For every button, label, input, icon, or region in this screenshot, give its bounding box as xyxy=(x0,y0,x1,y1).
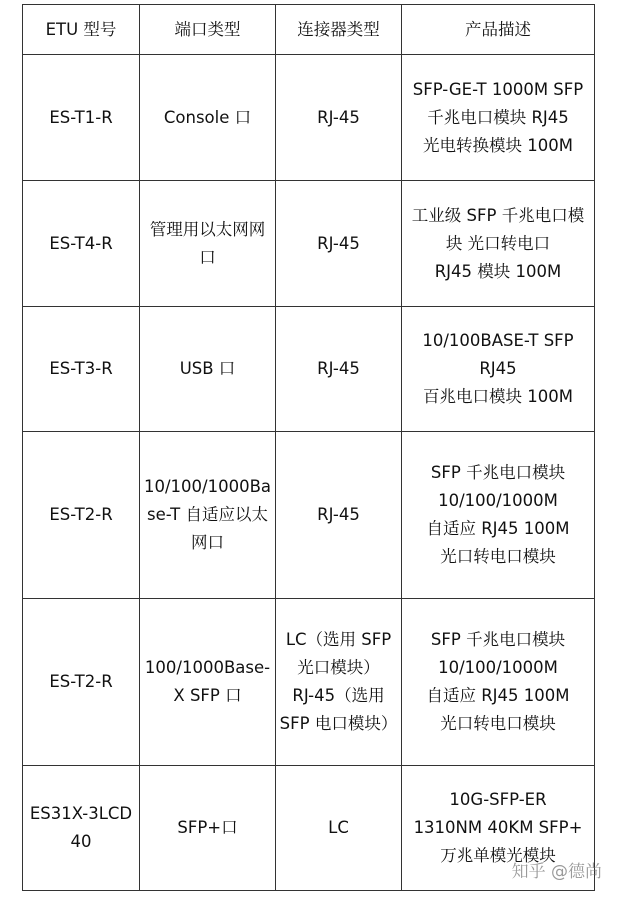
cell-text-line: 10/100/1000M xyxy=(438,658,558,677)
cell-port-type xyxy=(140,181,276,307)
watermark: 知乎 @德尚 xyxy=(511,862,602,882)
cell-model xyxy=(23,55,140,181)
cell-connector-type xyxy=(276,432,402,599)
cell-text-line: RJ45 模块 100M xyxy=(434,261,562,281)
cell-model xyxy=(23,599,140,766)
cell-text-line: SFP+口 xyxy=(177,818,238,837)
cell-text-line: RJ-45 xyxy=(317,359,360,378)
cell-model xyxy=(23,307,140,432)
cell-text-line: SFP 千兆电口模块 xyxy=(430,463,566,482)
cell-text-line: RJ45 xyxy=(479,359,517,378)
cell-connector-type xyxy=(276,181,402,307)
cell-text-line: 光电转换模块 100M xyxy=(423,135,573,155)
cell-text-line: 光口模块） xyxy=(297,658,380,677)
cell-description xyxy=(402,307,595,432)
cell-text-line: 光口转电口模块 xyxy=(440,547,556,566)
cell-port-type xyxy=(140,307,276,432)
cell-model xyxy=(23,181,140,307)
cell-connector-type xyxy=(276,599,402,766)
cell-port-type xyxy=(140,766,276,891)
cell-text-line: RJ-45（选用 xyxy=(292,686,385,705)
cell-model xyxy=(23,432,140,599)
cell-text-line: ES-T1-R xyxy=(49,107,113,127)
table-row xyxy=(23,55,595,181)
cell-text-line: 100/1000Base- xyxy=(144,658,271,677)
cell-text-line: Console 口 xyxy=(163,107,252,127)
cell-text-line: ES-T3-R xyxy=(49,359,113,378)
cell-text-line: 管理用以太网网 xyxy=(149,219,266,239)
table-row xyxy=(23,599,595,766)
table-row xyxy=(23,766,595,891)
table-row xyxy=(23,432,595,599)
cell-text-line: se-T 自适应以太 xyxy=(146,505,268,524)
header-connector-type: 连接器类型 xyxy=(276,5,402,55)
cell-text-line: ES-T2-R xyxy=(49,505,113,524)
header-description: 产品描述 xyxy=(402,5,595,55)
cell-text-line: 10/100BASE-T SFP xyxy=(422,331,574,350)
cell-text-line: 10G-SFP-ER xyxy=(449,790,547,809)
cell-text-line: 自适应 RJ45 100M xyxy=(426,519,570,538)
cell-description xyxy=(402,599,595,766)
cell-connector-type xyxy=(276,766,402,891)
header-port-type: 端口类型 xyxy=(140,5,276,55)
cell-text-line: 光口转电口模块 xyxy=(440,714,556,733)
cell-text-line: ES31X-3LCD xyxy=(29,804,133,823)
cell-text-line: ES-T4-R xyxy=(49,233,113,253)
cell-text-line: LC xyxy=(328,818,349,837)
cell-text-line: 口 xyxy=(199,247,216,267)
cell-text-line: RJ-45 xyxy=(317,233,360,253)
cell-text-line: 网口 xyxy=(191,533,224,552)
cell-text-line: 千兆电口模块 RJ45 xyxy=(427,107,569,127)
table-row xyxy=(23,307,595,432)
cell-text-line: 1310NM 40KM SFP+ xyxy=(413,818,583,837)
cell-text-line: SFP 电口模块） xyxy=(279,714,398,733)
cell-description xyxy=(402,432,595,599)
header-row xyxy=(23,5,595,55)
cell-text-line: RJ-45 xyxy=(317,505,360,524)
cell-text-line: SFP 千兆电口模块 xyxy=(430,630,566,649)
cell-text-line: 万兆单模光模块 xyxy=(440,846,556,865)
cell-port-type xyxy=(140,599,276,766)
cell-text-line: 10/100/1000M xyxy=(438,491,558,510)
product-table xyxy=(22,4,595,891)
cell-text-line: SFP-GE-T 1000M SFP xyxy=(412,79,584,99)
cell-port-type xyxy=(140,432,276,599)
cell-model xyxy=(23,766,140,891)
cell-text-line: 百兆电口模块 100M xyxy=(423,387,573,406)
cell-text-line: USB 口 xyxy=(179,359,236,378)
cell-description xyxy=(402,181,595,307)
table-body xyxy=(23,55,595,891)
cell-text-line: X SFP 口 xyxy=(173,686,242,705)
cell-text-line: ES-T2-R xyxy=(49,672,113,691)
cell-port-type xyxy=(140,55,276,181)
table-row xyxy=(23,181,595,307)
cell-text-line: 40 xyxy=(70,832,92,851)
cell-description xyxy=(402,55,595,181)
cell-text-line: 10/100/1000Ba xyxy=(143,477,272,496)
cell-connector-type xyxy=(276,55,402,181)
cell-text-line: 自适应 RJ45 100M xyxy=(426,686,570,705)
cell-text-line: LC（选用 SFP xyxy=(285,630,392,649)
cell-connector-type xyxy=(276,307,402,432)
cell-text-line: 块 光口转电口 xyxy=(445,233,551,253)
cell-text-line: 工业级 SFP 千兆电口模 xyxy=(411,205,585,225)
cell-text-line: RJ-45 xyxy=(317,107,360,127)
header-model: ETU 型号 xyxy=(23,5,140,55)
